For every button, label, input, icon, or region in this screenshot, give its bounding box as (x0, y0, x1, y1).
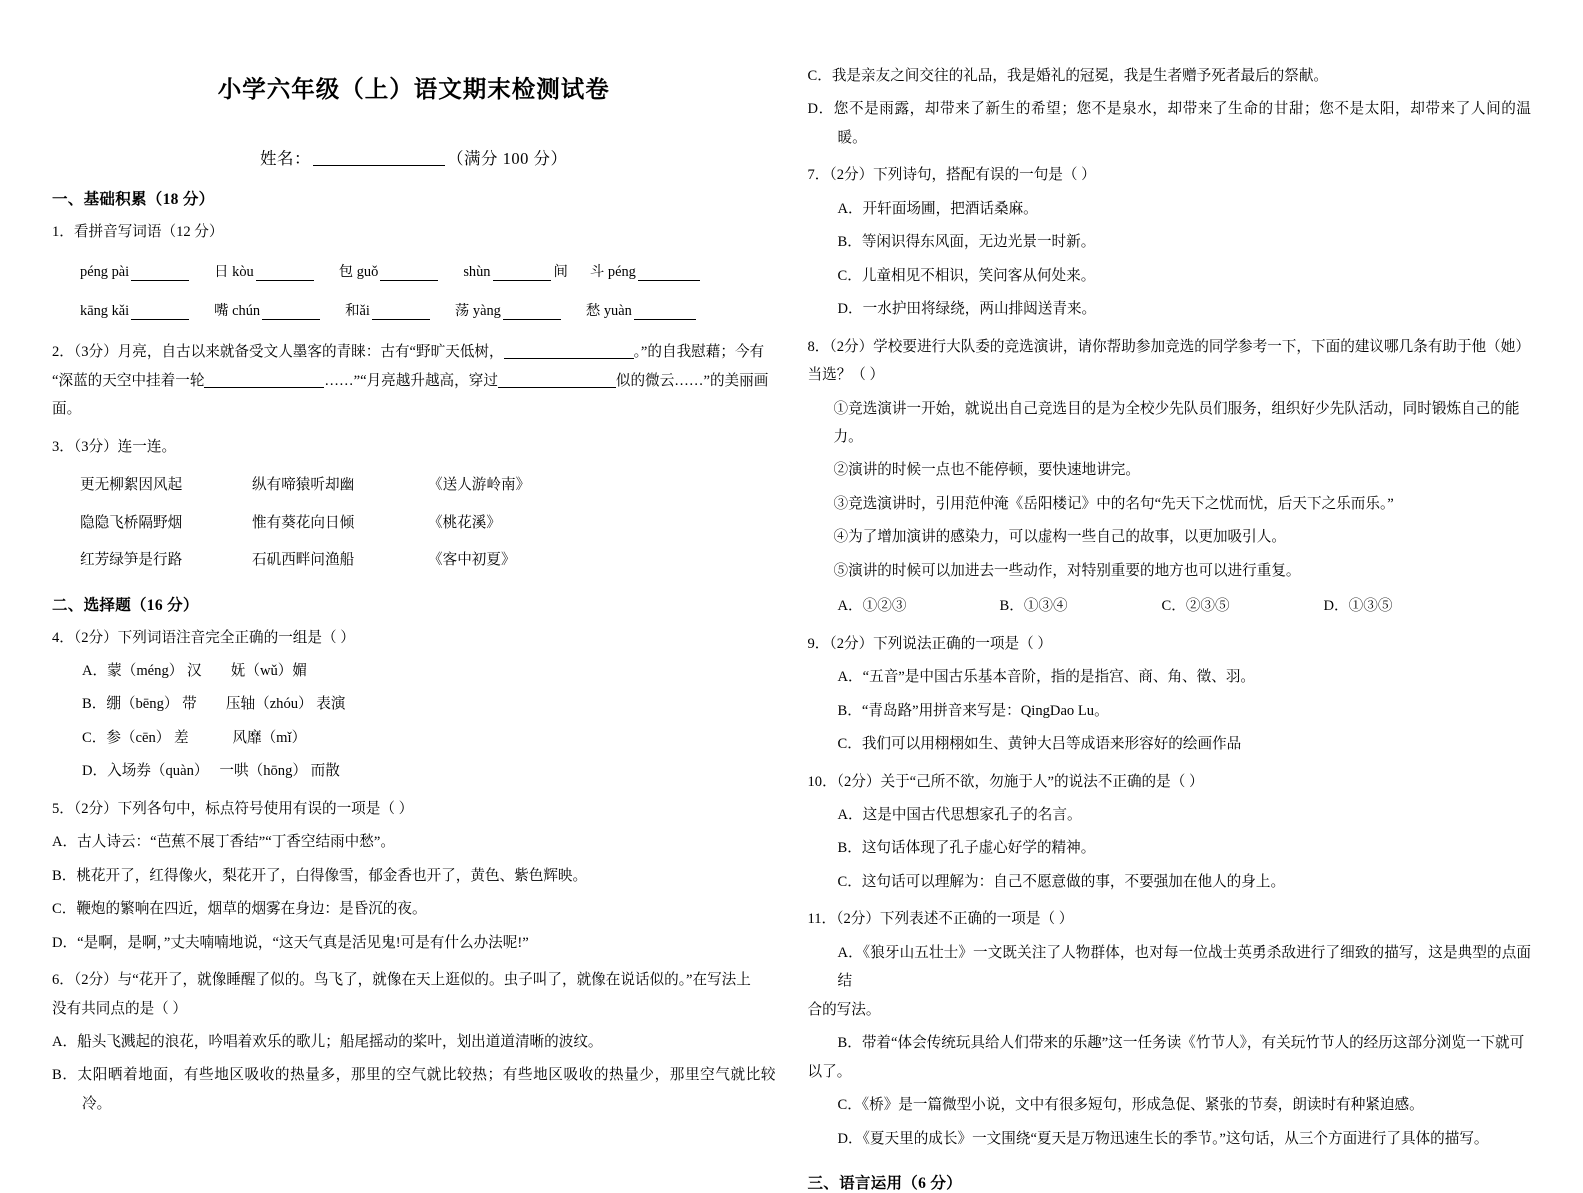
answer-blank[interactable] (498, 373, 616, 388)
question-2-part2: 。”的自我慰藉；今有 (633, 344, 765, 361)
question-11-option-b[interactable] (808, 1029, 1532, 1057)
question-4-option-d[interactable]: D．入场券（quàn） 一哄（hōng） 而散 (82, 763, 340, 780)
question-11-stem (808, 905, 1532, 933)
pinyin-text: 包 guǒ (338, 264, 379, 281)
pinyin-text: 嘴 chún (214, 303, 261, 320)
pinyin-item (339, 260, 442, 281)
question-6-text-line2: 没有共同点的是（ ） (52, 1000, 187, 1017)
question-8-choice-b[interactable]: B．①③④ (999, 598, 1068, 615)
question-1-number: 1． (52, 223, 74, 240)
pinyin-row-1 (52, 260, 776, 281)
question-11-option-a-cont (808, 996, 1532, 1024)
question-7-option-a[interactable]: A．开轩面场圃，把酒话桑麻。 (837, 200, 1038, 217)
question-7-stem (808, 161, 1532, 189)
question-11-option-a-line2: 合的写法。 (807, 1001, 881, 1018)
question-2-number: 2． (52, 344, 74, 361)
question-5-option-d[interactable]: D．“是啊，是啊，”丈夫喃喃地说，“这天气真是活见鬼!可是有什么办法呢!” (52, 934, 529, 951)
question-11-option-b-line1: B．带着“体会传统玩具给人们带来的乐趣”这一任务读《竹节人》，有关玩竹节人的经历这部分浏览一下就可 (837, 1035, 1525, 1052)
pinyin-item (586, 299, 699, 320)
answer-blank[interactable] (380, 266, 438, 281)
question-8-item-2: ②演讲的时候一点也不能停顿，要快速地讲完。 (833, 462, 1140, 479)
pinyin-suffix: 间 (553, 264, 568, 281)
answer-blank[interactable] (131, 305, 189, 320)
question-5-stem (52, 795, 776, 823)
question-10-option-c[interactable]: C．这句话可以理解为：自己不愿意做的事，不要强加在他人的身上。 (837, 873, 1286, 890)
match-left-item[interactable]: 隐隐飞桥隔野烟 (80, 514, 183, 531)
match-right-item[interactable]: 《送人游岭南》 (428, 477, 531, 494)
question-8-item-1: ①竞选演讲一开始，就说出自己竞选目的是为全校少先队员们服务，组织好少先队活动，同时锻炼自己的能力。 (833, 400, 1520, 445)
question-5-option-b[interactable]: B．桃花开了，红得像火，梨花开了，白得像雪，郁金香也开了，黄色、紫色辉映。 (52, 867, 588, 884)
question-9-option-a[interactable]: A．“五音”是中国古乐基本音阶，指的是指宫、商、角、徵、羽。 (837, 669, 1256, 686)
pinyin-text: 和ǎi (345, 303, 370, 320)
question-10-number: 10． (807, 773, 837, 790)
question-9-stem (808, 630, 1532, 658)
answer-blank[interactable] (262, 305, 320, 320)
question-10-stem (808, 768, 1532, 796)
pinyin-text: 荡 yàng (454, 303, 501, 320)
question-8-text-line1: （2分）学校要进行大队委的竞选演讲，请你帮助参加竞选的同学参考一下，下面的建议哪几条有助于他（她） (829, 338, 1530, 355)
section-heading-3: 三、语言运用（6 分） (807, 1174, 962, 1192)
pinyin-row-2 (52, 299, 776, 320)
question-7-option-b[interactable]: B．等闲识得东风面，无边光景一时新。 (837, 234, 1096, 251)
question-4-option-a[interactable]: A．蒙（méng） 汉 妩（wǔ）媚 (82, 662, 307, 679)
question-8-number: 8． (807, 338, 830, 355)
question-2-part3: “深蓝的天空中挂着一轮 (52, 372, 205, 389)
question-6-option-d[interactable]: D．您不是雨露，却带来了新生的希望；您不是泉水，却带来了生命的甘甜；您不是太阳，却带来了人间的温暖。 (807, 101, 1531, 146)
question-5-text: （2分）下列各句中，标点符号使用有误的一项是（ ） (73, 800, 414, 817)
question-8-choice-d[interactable]: D．①③⑤ (1323, 598, 1393, 615)
name-label: 姓名： (260, 148, 311, 168)
question-5-option-a[interactable]: A．古人诗云：“芭蕉不展丁香结”“丁香空结雨中愁”。 (52, 834, 395, 851)
answer-blank[interactable] (493, 266, 551, 281)
score-note: （满分 100 分） (447, 148, 568, 168)
question-8-item-3: ③竞选演讲时，引用范仲淹《岳阳楼记》中的名句“先天下之忧而忧，后天下之乐而乐。” (833, 495, 1394, 512)
answer-blank[interactable] (372, 305, 430, 320)
question-11-option-c[interactable]: C．《桥》是一篇微型小说，文中有很多短句，形成急促、紧张的节奏，朗读时有种紧迫感。 (837, 1097, 1424, 1114)
question-6-option-a[interactable]: A．船头飞溅起的浪花，吟唱着欢乐的歌儿；船尾摇动的桨叶，划出道道清晰的波纹。 (52, 1033, 603, 1050)
pinyin-text: péng pài (80, 264, 130, 281)
pinyin-item (214, 260, 317, 281)
pinyin-item (590, 260, 703, 281)
page-title: 小学六年级（上）语文期末检测试卷 (217, 77, 610, 103)
match-middle-item[interactable]: 石矶西畔问渔船 (252, 552, 355, 569)
question-4-option-b[interactable]: B．绷（bēng） 带 压轴（zhóu） 表演 (82, 696, 346, 713)
question-6-option-c[interactable]: C．我是亲友之间交往的礼品，我是婚礼的冠冕，我是生者赠予死者最后的祭献。 (807, 68, 1329, 84)
pinyin-text: shùn (463, 264, 491, 281)
question-2-part4: ……”“月亮越升越高，穿过 (324, 372, 498, 389)
match-left-item[interactable]: 更无柳絮因风起 (80, 477, 183, 494)
question-2-part5: 似的微云……”的美丽画 (615, 372, 769, 389)
question-6-stem (52, 966, 776, 1023)
matching-exercise (52, 471, 776, 574)
pinyin-item (80, 264, 192, 281)
question-11-option-a-line1: A．《狼牙山五壮士》一文既关注了人物群体，也对每一位战士英勇杀敌进行了细致的描写，这是典型的点面结 (837, 944, 1531, 990)
question-3-text: （3分）连一连。 (73, 438, 177, 455)
question-8-choices (808, 592, 1532, 620)
pinyin-item (345, 299, 433, 320)
question-1-stem (52, 218, 776, 246)
question-2-part6: 面。 (52, 401, 82, 418)
question-4-option-c[interactable]: C．参（cēn） 差 风靡（mǐ） (82, 729, 307, 746)
question-11-option-b-line2: 以了。 (807, 1063, 852, 1080)
pinyin-item (80, 303, 192, 320)
pinyin-item (455, 299, 564, 320)
question-11-option-d[interactable]: D．《夏天里的成长》一文围绕“夏天是万物迅速生长的季节。”这句话，从三个方面进行了具体的描写。 (837, 1130, 1489, 1147)
question-4-text: （2分）下列词语注音完全正确的一组是（ ） (73, 629, 355, 646)
question-10-option-b[interactable]: B．这句话体现了孔子虚心好学的精神。 (837, 840, 1096, 857)
question-11-option-b-cont (808, 1058, 1532, 1086)
match-left-item[interactable]: 红芳绿笋是行路 (80, 552, 183, 569)
question-1-text: 看拼音写词语（12 分） (73, 223, 224, 240)
question-9-number: 9． (807, 635, 830, 652)
pinyin-item (214, 299, 323, 320)
question-8-item-5: ⑤演讲的时候可以加进去一些动作，对特别重要的地方也可以进行重复。 (833, 562, 1301, 579)
question-4-stem (52, 624, 776, 652)
answer-blank[interactable] (204, 373, 324, 388)
answer-blank[interactable] (131, 266, 189, 281)
question-8-item-4: ④为了增加演讲的感染力，可以虚构一些自己的故事，以更加吸引人。 (833, 529, 1286, 546)
question-8-choice-c[interactable]: C．②③⑤ (1161, 598, 1230, 615)
question-7-number: 7． (807, 167, 830, 184)
question-9-text: （2分）下列说法正确的一项是（ ） (829, 635, 1052, 652)
pinyin-item (463, 260, 568, 281)
name-input-blank[interactable] (313, 150, 445, 166)
question-3-stem (52, 433, 776, 461)
pinyin-writing-area (52, 260, 776, 320)
matching-row[interactable] (80, 471, 776, 499)
section-heading-2: 二、选择题（16 分） (52, 596, 199, 614)
question-8-choice-a[interactable]: A．①②③ (837, 598, 907, 615)
left-column (52, 44, 792, 1118)
name-field-line (52, 145, 776, 169)
pinyin-text: 斗 péng (589, 264, 636, 281)
question-6-text-line1: （2分）与“花开了，就像睡醒了似的。鸟飞了，就像在天上逛似的。虫子叫了，就像在说话似的。”在写法上 (73, 972, 751, 989)
question-6-option-b[interactable]: B．太阳晒着地面，有些地区吸收的热量多，那里的空气就比较热；有些地区吸收的热量少，那里空气就比较冷。 (52, 1067, 776, 1112)
question-3-number: 3． (52, 438, 74, 455)
matching-row[interactable] (80, 546, 776, 574)
pinyin-text: 日 kòu (214, 264, 254, 281)
question-2-part1: （3分）月亮，自古以来就备受文人墨客的青睐：古有“野旷天低树， (73, 344, 504, 361)
answer-blank[interactable] (634, 305, 696, 320)
question-5-number: 5． (52, 800, 74, 817)
question-9-option-c[interactable]: C．我们可以用栩栩如生、黄钟大吕等成语来形容好的绘画作品 (837, 736, 1242, 753)
match-middle-item[interactable]: 纵有啼猿听却幽 (252, 477, 355, 494)
match-middle-item[interactable]: 惟有葵花向日倾 (252, 514, 355, 531)
question-7-option-d[interactable]: D．一水护田将绿绕，两山排闼送青来。 (837, 301, 1097, 318)
match-right-item[interactable]: 《桃花溪》 (428, 514, 501, 531)
question-11-number: 11． (807, 911, 837, 928)
answer-blank[interactable] (503, 305, 561, 320)
pinyin-text: 愁 yuàn (585, 303, 632, 320)
question-5-option-c[interactable]: C．鞭炮的繁响在四近，烟草的烟雾在身边：是昏沉的夜。 (52, 901, 427, 918)
section-heading-1: 一、基础积累（18 分） (52, 190, 215, 208)
answer-blank[interactable] (638, 266, 700, 281)
question-2 (52, 338, 776, 423)
question-10-text: （2分）关于“己所不欲，勿施于人”的说法不正确的是（ ） (836, 773, 1204, 790)
match-right-item[interactable]: 《客中初夏》 (428, 552, 516, 569)
answer-blank[interactable] (504, 344, 634, 359)
question-8-stem (808, 333, 1532, 390)
question-11-option-a[interactable] (808, 939, 1532, 996)
question-7-text: （2分）下列诗句，搭配有误的一句是（ ） (829, 167, 1096, 184)
question-11-text: （2分）下列表述不正确的一项是（ ） (836, 911, 1074, 928)
matching-row[interactable] (80, 509, 776, 537)
question-10-option-a[interactable]: A．这是中国古代思想家孔子的名言。 (837, 806, 1082, 823)
question-9-option-b[interactable]: B．“青岛路”用拼音来写是：QingDao Lu。 (837, 702, 1109, 719)
right-column (792, 44, 1532, 1192)
answer-blank[interactable] (256, 266, 314, 281)
question-6-number: 6． (52, 972, 74, 989)
question-8-text-line2: 当选？（ ） (807, 367, 885, 384)
question-4-number: 4． (52, 629, 74, 646)
question-7-option-c[interactable]: C．儿童相见不相识，笑问客从何处来。 (837, 267, 1096, 284)
pinyin-text: kāng kǎi (80, 303, 130, 320)
